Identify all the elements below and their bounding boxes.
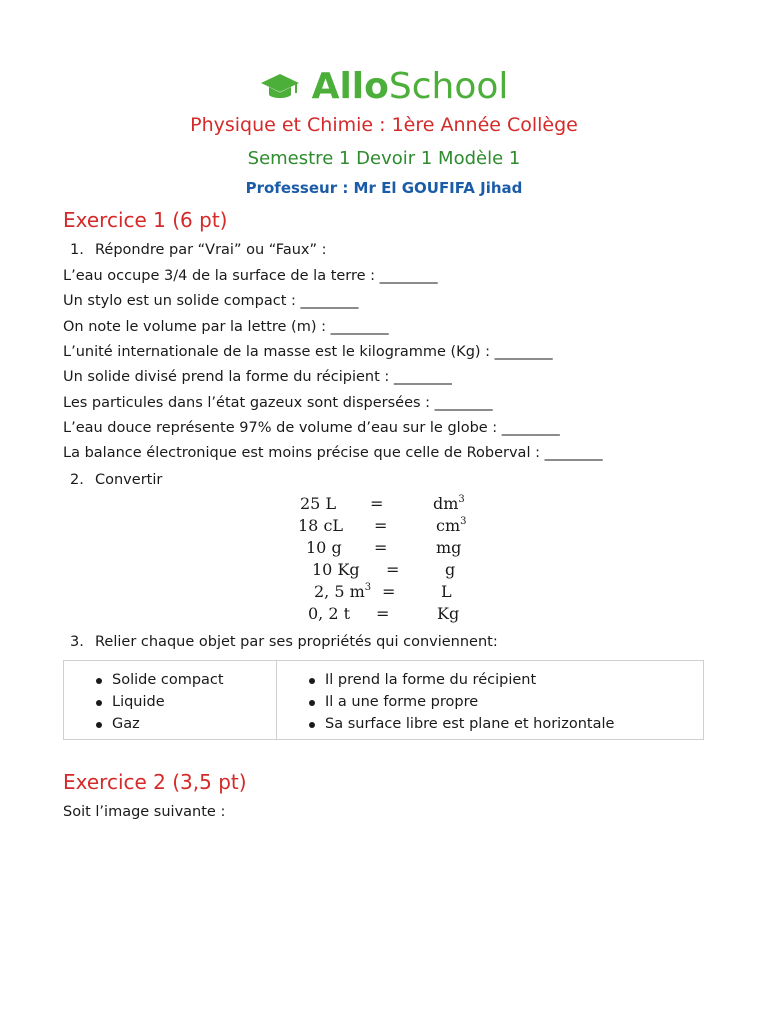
question-1: 1. Répondre par “Vrai” ou “Faux” : — [70, 242, 327, 258]
conversion-equals: = — [382, 582, 396, 601]
matching-objects-column — [64, 661, 277, 739]
statement: Un solide divisé prend la forme du récipient : ________ — [63, 369, 452, 385]
professor-name: Professeur : Mr El GOUFIFA Jihad — [245, 179, 523, 197]
statement: La balance électronique est moins précise que celle de Roberval : ________ — [63, 445, 603, 461]
conversion-equals: = — [374, 516, 388, 535]
conversion-to: Kg — [437, 604, 460, 623]
graduation-cap-icon — [260, 71, 300, 103]
statement: On note le volume par la lettre (m) : ________ — [63, 319, 389, 335]
conversion-from: 10 g — [306, 538, 342, 557]
conversion-equals: = — [376, 604, 390, 623]
list-item: Il a une forme propre — [309, 691, 614, 713]
list-item: Il prend la forme du récipient — [309, 669, 614, 691]
list-item: Sa surface libre est plane et horizontale — [309, 713, 614, 735]
page-title: Physique et Chimie : 1ère Année Collège — [190, 114, 578, 136]
list-item: Liquide — [96, 691, 224, 713]
exercise-1-heading: Exercice 1 (6 pt) — [63, 208, 228, 232]
conversion-to: L — [441, 582, 452, 601]
question-2: 2. Convertir — [70, 472, 163, 488]
statement: Un stylo est un solide compact : ________ — [63, 293, 359, 309]
alloschool-logo — [0, 66, 768, 107]
conversion-equals: = — [386, 560, 400, 579]
conversion-equals: = — [374, 538, 388, 557]
statement: Les particules dans l’état gazeux sont dispersées : ________ — [63, 395, 493, 411]
matching-table — [63, 660, 704, 740]
exercise-2-intro: Soit l’image suivante : — [63, 804, 226, 820]
conversion-to: $cm^3$ — [436, 516, 467, 535]
conversion-to: g — [445, 560, 456, 579]
page-subtitle: Semestre 1 Devoir 1 Modèle 1 — [247, 148, 521, 169]
list-item: Solide compact — [96, 669, 224, 691]
list-item: Gaz — [96, 713, 224, 735]
conversion-from: 18 cL — [298, 516, 344, 535]
conversion-equals: = — [370, 494, 384, 513]
conversion-from: 0, 2 t — [308, 604, 351, 623]
conversion-to: mg — [436, 538, 462, 557]
conversion-from: 25 L — [300, 494, 337, 513]
exercise-2-heading: Exercice 2 (3,5 pt) — [63, 770, 247, 794]
conversion-from: 2, 5 $m^3$ — [314, 582, 372, 601]
statement: L’eau occupe 3/4 de la surface de la terre : ________ — [63, 268, 438, 284]
question-3: 3. Relier chaque objet par ses propriétés qui conviennent: — [70, 634, 498, 650]
conversion-from: 10 Kg — [312, 560, 360, 579]
conversion-to: $dm^3$ — [433, 494, 465, 513]
statement: L’unité internationale de la masse est le kilogramme (Kg) : ________ — [63, 344, 553, 360]
matching-properties-column — [277, 661, 703, 739]
statement: L’eau douce représente 97% de volume d’eau sur le globe : ________ — [63, 420, 560, 436]
logo-text: AlloSchool — [311, 66, 509, 107]
